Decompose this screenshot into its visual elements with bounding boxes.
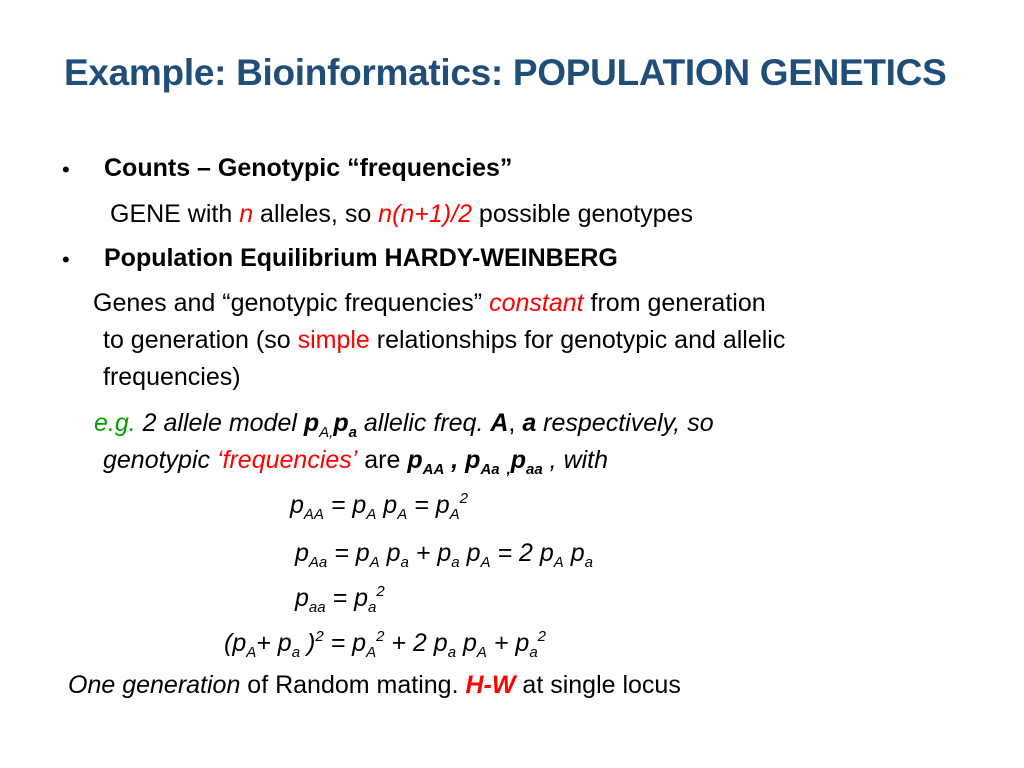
equation-paa-homozygous-dominant: $p_{AA} = p_A$ $p_A = p_A^2$ [290, 490, 468, 523]
hw-text-line-3: frequencies) [103, 363, 241, 391]
bullet-1-heading: Counts – Genotypic “frequencies” [104, 154, 513, 182]
bullet-1-marker: • [62, 157, 70, 182]
conclusion-line: One generation of Random mating. H-W at single locus [68, 671, 681, 699]
equation-paa-heterozygous: $p_{Aa} = p_A$ $p_a + p_a$ $p_A = 2$ $p_A$ $p_a$ [295, 539, 593, 571]
bullet-2-heading: Population Equilibrium HARDY-WEINBERG [104, 244, 618, 272]
example-line-1: e.g. 2 allele model $p_{A,}p_a$ allelic freq. A, a respectively, so [94, 409, 714, 441]
hw-text-line-2: to generation (so simple relationships for genotypic and allelic [103, 326, 786, 354]
hw-text-line-1: Genes and “genotypic frequencies” constant from generation [93, 289, 766, 317]
bullet-1-text: GENE with n alleles, so n(n+1)/2 possible genotypes [110, 200, 693, 228]
example-line-2: genotypic ‘frequencies’ are $p_{AA}$ , $p_{Aa}$ $_,p_{aa}$ , with [103, 446, 609, 478]
bullet-2-marker: • [62, 247, 70, 272]
slide-title: Example: Bioinformatics: POPULATION GENETICS [64, 52, 947, 93]
equation-paa-homozygous-recessive: $p_{aa} = p_a^2$ [295, 583, 385, 616]
equation-binomial-expansion: ($p_A+ p_a$ )$^2 = p_A^2 + 2$ $p_a$ $p_A + p_a^2$ [224, 628, 546, 661]
